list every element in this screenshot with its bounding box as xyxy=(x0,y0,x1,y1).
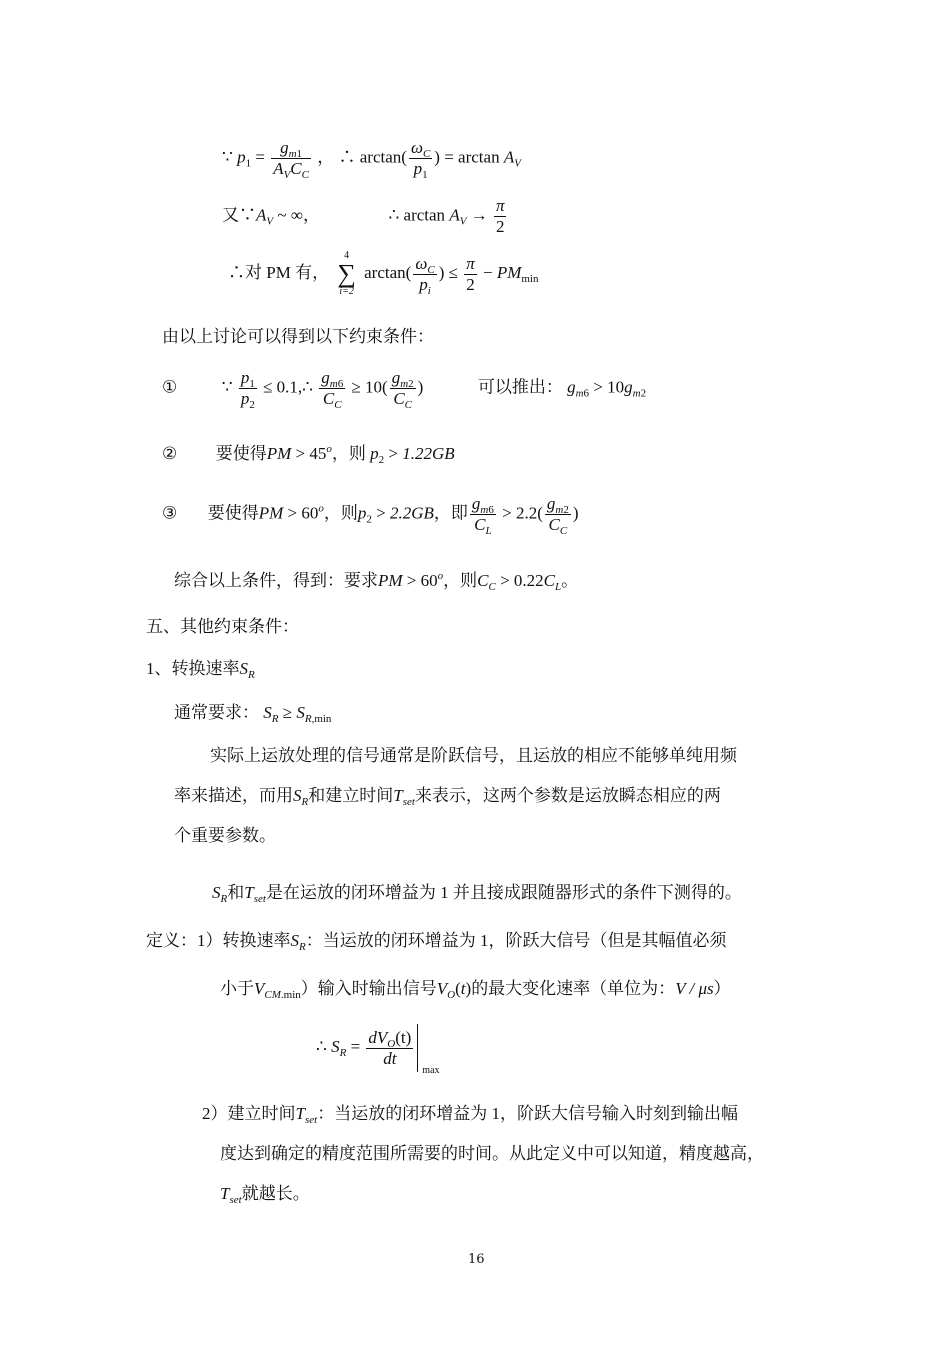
equation-pole-relation: ∵ $p_1$ = $\frac{g_{m1}}{A_VC_C}$ ， ∴ arctan( $\frac{\omega_C}{p_1}$ ) = $\arctan A_V$ xyxy=(222,138,521,181)
condition-3: ③ 要使得PM > $60^o$，则$p_2 > 2.2GB$，即 $\frac{g_{m6}}{C_L}$ > 2.2( $\frac{g_{m2}}{C_C}$ ) xyxy=(162,494,579,537)
equation-av-infinity: 又$\because A_V$ ~ ∞， ∴ $\arctan A_V$ → $\frac{\pi}{2}$ xyxy=(222,196,505,236)
item-1-heading: 1、转换速率$S_R$ xyxy=(146,659,255,681)
section-heading-5: 五、其他约束条件： xyxy=(146,617,299,637)
page-number: 16 xyxy=(468,1252,485,1267)
paragraph-step-signal: 实际上运放处理的信号通常是阶跃信号，且运放的相应不能够单纯用频 率来描述，而用$S_R$和建立时间$T_{set}$来表示，这两个参数是运放瞬态相应的两 个重要参数。 xyxy=(174,746,737,845)
intro-text: 由以上讨论可以得到以下约束条件： xyxy=(162,327,434,347)
paragraph-measurement-condition: $S_R$和$T_{set}$是在运放的闭环增益为 1 并且接成跟随器形式的条件下测得的。 xyxy=(212,883,742,905)
usual-requirement: 通常要求： $S_R \ge S_{R,min}$ xyxy=(174,703,332,725)
equation-phase-margin-sum: ∴对 PM 有， 4 ∑ i=2 arctan( $\frac{\omega_C}{p_i}$ ) ≤ $\frac{\pi}{2}$ − $PM_{min}$ xyxy=(228,250,539,297)
condition-1: ① ∵ $\frac{p_1}{p_2}$ ≤ 0.1,∴ $\frac{g_{m6}}{C_C}$ ≥ 10( $\frac{g_{m2}}{C_C}$ ) 可以推出： $g_{m6} > 10g_{m2}$ xyxy=(162,368,647,411)
definition-settling-time: 2）建立时间$T_{set}$：当运放的闭环增益为 1，阶跃大信号输入时刻到输出幅 度达到确定的精度范围所需要的时间。从此定义中可以知道，精度越高， $T_{set}$就越长。 xyxy=(202,1104,764,1206)
definition-slew-rate-line2: 小于$V_{CM.min}$）输入时输出信号$V_O(t)$的最大变化速率（单位为：V / μs） xyxy=(220,979,731,1001)
condition-2: ② 要使得PM > $45^o$，则 $p_2 > 1.22GB$ xyxy=(162,443,455,466)
formula-slew-rate: ∴ $S_R$ = $\frac{dV_O(t)}{dt}$ max xyxy=(316,1024,448,1072)
definition-slew-rate: 定义：1）转换速率$S_R$：当运放的闭环增益为 1，阶跃大信号（但是其幅值必须 xyxy=(146,931,727,953)
summary-line: 综合以上条件，得到：要求PM > $60^o$，则$C_C > 0.22C_L$。 xyxy=(174,570,579,593)
